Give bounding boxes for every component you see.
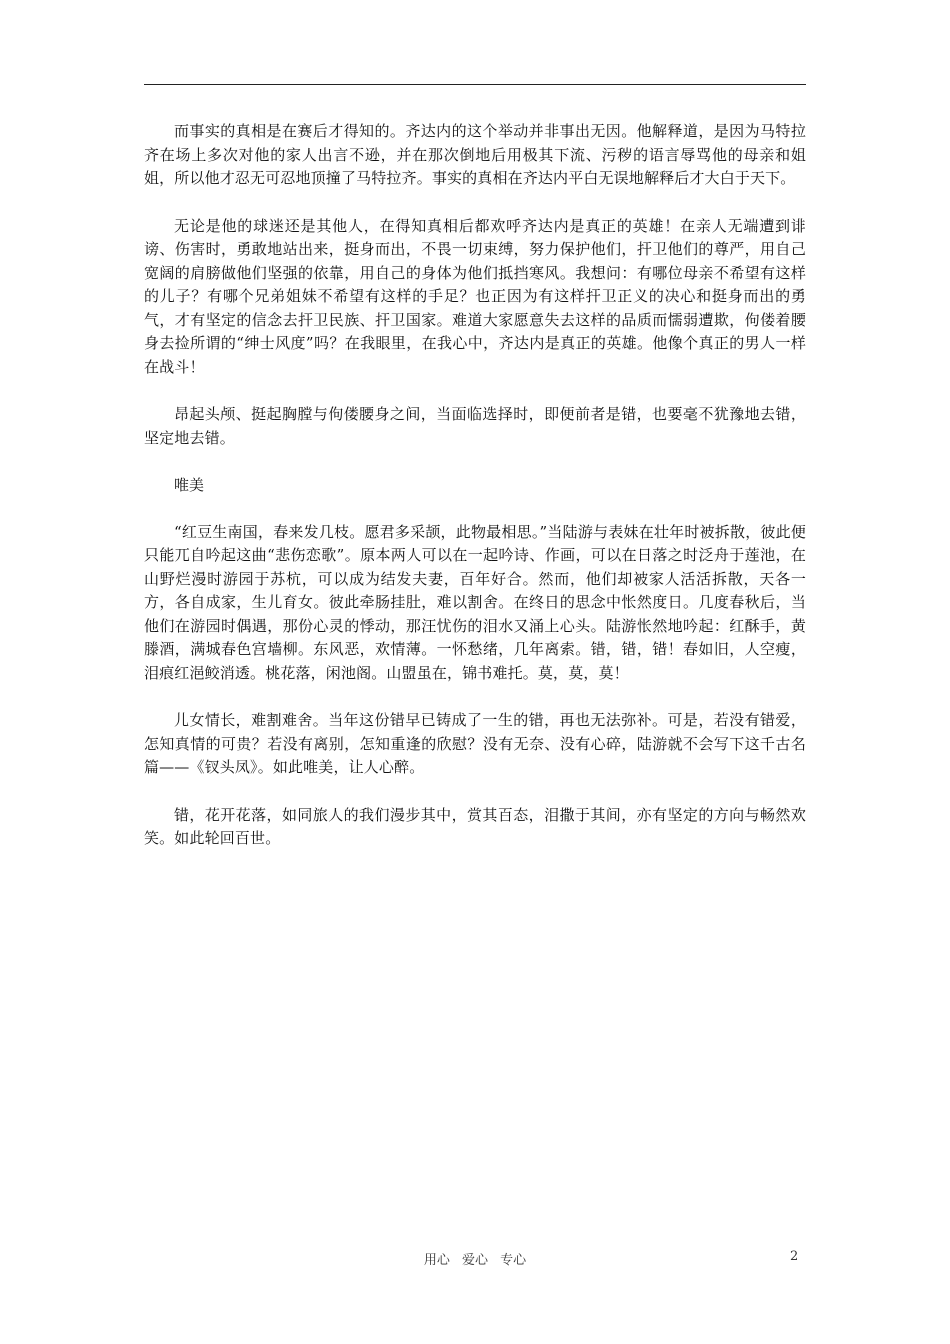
footer-motto: 用心 爱心 专心 <box>423 1253 527 1268</box>
page-number: 2 <box>790 1249 799 1264</box>
paragraph-truth: 而事实的真相是在赛后才得知的。齐达内的这个举动并非事出无因。他解释道，是因为马特拉齐在场上多次对他的家人出言不逊，并在那次倒地后用极其下流、污秽的语言辱骂他的母亲和姐姐，所以他才忍无可忍地顶撞了马特拉齐。事实的真相在齐达内平白无误地解释后才大白于天下。 <box>144 122 806 187</box>
paragraph-conclusion: 错，花开花落，如同旅人的我们漫步其中，赏其百态，泪撒于其间，亦有坚定的方向与畅然欢笑。如此轮回百世。 <box>144 805 806 847</box>
section-heading: 唯美 <box>174 476 205 494</box>
document-body <box>144 120 806 875</box>
header-rule <box>144 84 806 85</box>
paragraph-choice: 昂起头颅、挺起胸膛与佝偻腰身之间，当面临选择时，即便前者是错，也要毫不犹豫地去错，坚定地去错。 <box>144 405 806 447</box>
paragraph-hero: 无论是他的球迷还是其他人，在得知真相后都欢呼齐达内是真正的英雄！在亲人无端遭到诽谤、伤害时，勇敢地站出来，挺身而出，不畏一切束缚，努力保护他们，扞卫他们的尊严，用自己宽阔的肩膀做他们坚强的依靠，用自己的身体为他们抵挡寒风。我想问：有哪位母亲不希望有这样的儿子？有哪个兄弟姐妹不希望有这样的手足？也正因为有这样扞卫正义的决心和挺身而出的勇气，才有坚定的信念去扞卫民族、扞卫国家。难道大家愿意失去这样的品质而懦弱遭欺，佝偻着腰身去捡所谓的“绅士风度”吗？在我眼里，在我心中，齐达内是真正的英雄。他像个真正的男人一样在战斗！ <box>144 216 806 376</box>
paragraph-luyou: “红豆生南国，春来发几枝。愿君多采颉，此物最相思。”当陆游与表妹在壮年时被拆散，彼此便只能兀自吟起这曲“悲伤恋歌”。原本两人可以在一起吟诗、作画，可以在日落之时泛舟于莲池，在山野烂漫时游园于苏杭，可以成为结发夫妻，百年好合。然而，他们却被家人活活拆散，天各一方，各自成家，生儿育女。彼此牵肠挂肚，难以割舍。在终日的思念中怅然度日。几度春秋后，当他们在游园时偶遇，那份心灵的悸动，那汪忧伤的泪水又涌上心头。陆游怅然地吟起：红酥手，黄滕酒，满城春色宫墙柳。东风恶，欢情薄。一怀愁绪，几年离索。错，错，错！春如旧，人空瘦，泪痕红浥鲛消透。桃花落，闲池阁。山盟虽在，锦书难托。莫，莫，莫！ <box>144 522 806 682</box>
paragraph-regret: 儿女情长，难割难舍。当年这份错早已铸成了一生的错，再也无法弥补。可是，若没有错爱，怎知真情的可贵？若没有离别，怎知重逢的欣慰？没有无奈、没有心碎，陆游就不会写下这千古名篇——《钗头凤》。如此唯美，让人心醉。 <box>144 711 806 776</box>
